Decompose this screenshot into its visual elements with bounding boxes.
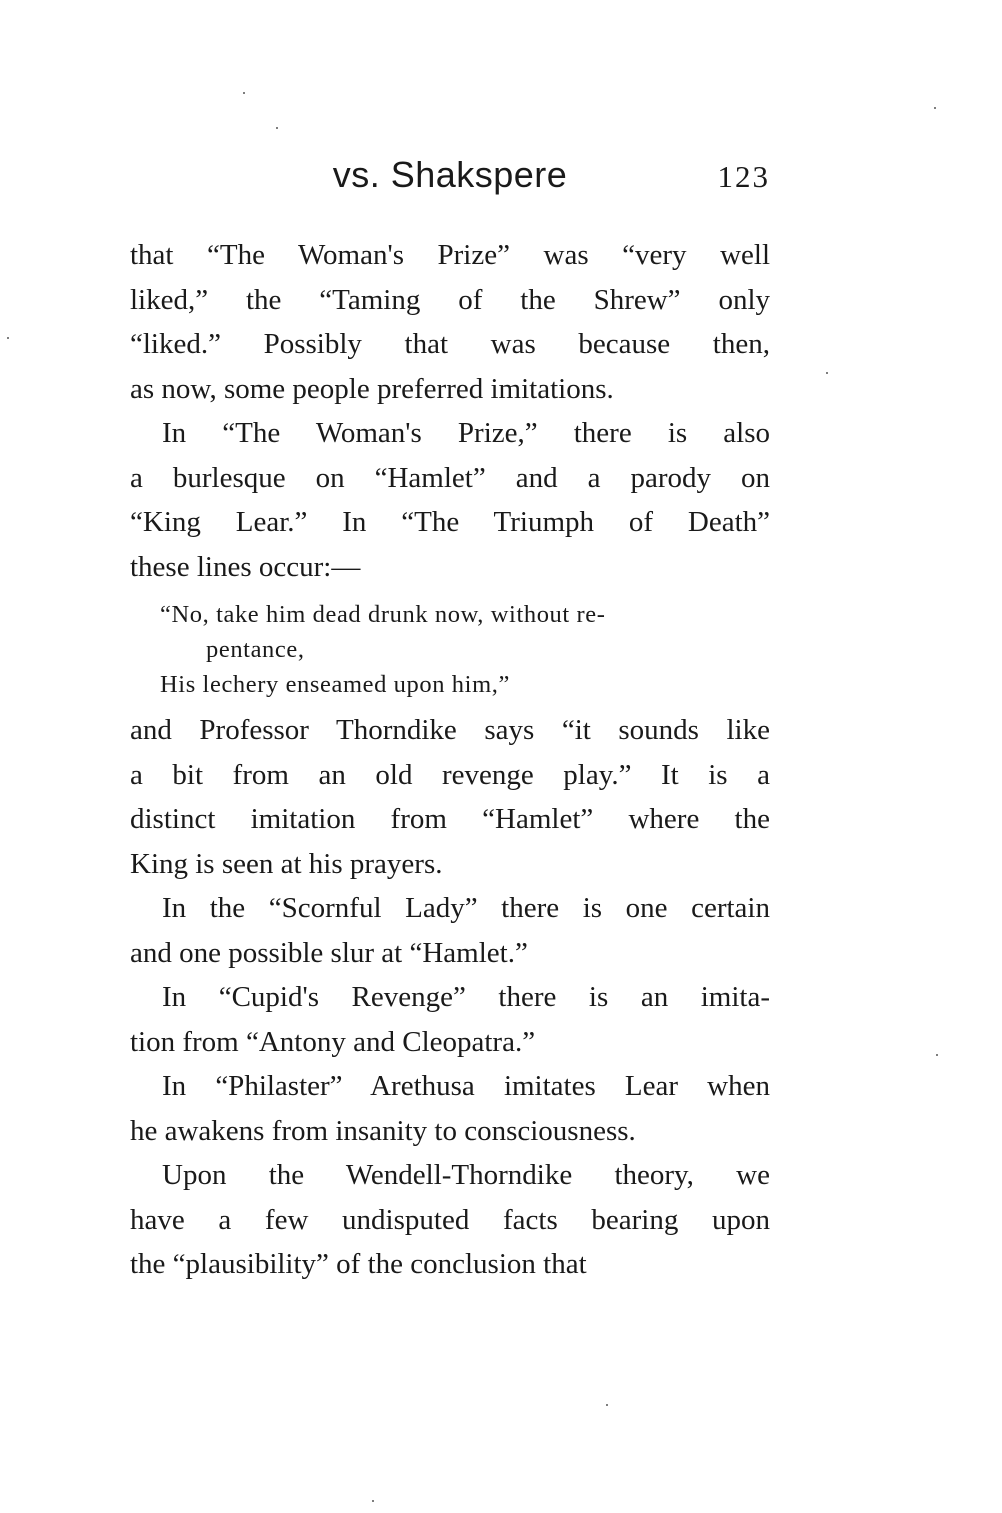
text-line: he awakens from insanity to consciousness. (130, 1114, 636, 1147)
text-line: liked,” the “Taming of the Shrew” only (130, 283, 770, 316)
text-line: King is seen at his prayers. (130, 847, 443, 880)
scan-speck (936, 1054, 938, 1056)
text-line: In the “Scornful Lady” there is one certain (162, 892, 770, 924)
text-line: tion from “Antony and Cleopatra.” (130, 1025, 536, 1058)
paragraph-7 (130, 1153, 770, 1287)
paragraph-4 (130, 886, 770, 975)
quote-line: pentance, (206, 636, 305, 663)
scan-speck (243, 92, 245, 94)
scan-speck (276, 127, 278, 129)
text-line: and one possible slur at “Hamlet.” (130, 936, 528, 969)
page-number: 123 (717, 159, 770, 194)
text-line: “liked.” Possibly that was because then, (130, 328, 770, 360)
text-line: a burlesque on “Hamlet” and a parody on (130, 461, 770, 494)
scan-speck (606, 1404, 608, 1406)
text-line: In “Cupid's Revenge” there is an imita- (162, 981, 770, 1013)
scan-speck (7, 337, 9, 339)
text-line: and Professor Thorndike says “it sounds like (130, 714, 770, 746)
text-line: In “Philaster” Arethusa imitates Lear when (162, 1070, 770, 1102)
body-text (130, 233, 770, 1287)
paragraph-5 (130, 975, 770, 1064)
text-line: In “The Woman's Prize,” there is also (162, 417, 770, 449)
paragraph-6 (130, 1064, 770, 1153)
running-title: vs. Shakspere (332, 154, 568, 195)
quote-line: “No, take him dead drunk now, without re- (160, 601, 606, 628)
paragraph-2 (130, 411, 770, 589)
text-line: have a few undisputed facts bearing upon (130, 1203, 770, 1236)
paragraph-1 (130, 233, 770, 411)
text-line: that “The Woman's Prize” was “very well (130, 239, 770, 271)
text-line: a bit from an old revenge play.” It is a (130, 758, 770, 791)
paragraph-3 (130, 708, 770, 886)
running-head (130, 150, 770, 200)
text-line: these lines occur:— (130, 550, 361, 583)
scan-speck (372, 1500, 374, 1502)
quote-line: His lechery enseamed upon him,” (160, 671, 510, 698)
text-line: Upon the Wendell-Thorndike theory, we (162, 1159, 770, 1191)
scan-speck (826, 372, 828, 374)
text-line: as now, some people preferred imitations. (130, 372, 614, 405)
text-line: the “plausibility” of the conclusion that (130, 1248, 587, 1280)
text-line: distinct imitation from “Hamlet” where the (130, 803, 770, 835)
scan-speck (934, 107, 936, 109)
block-quote (130, 597, 770, 702)
text-line: “King Lear.” In “The Triumph of Death” (130, 506, 770, 538)
